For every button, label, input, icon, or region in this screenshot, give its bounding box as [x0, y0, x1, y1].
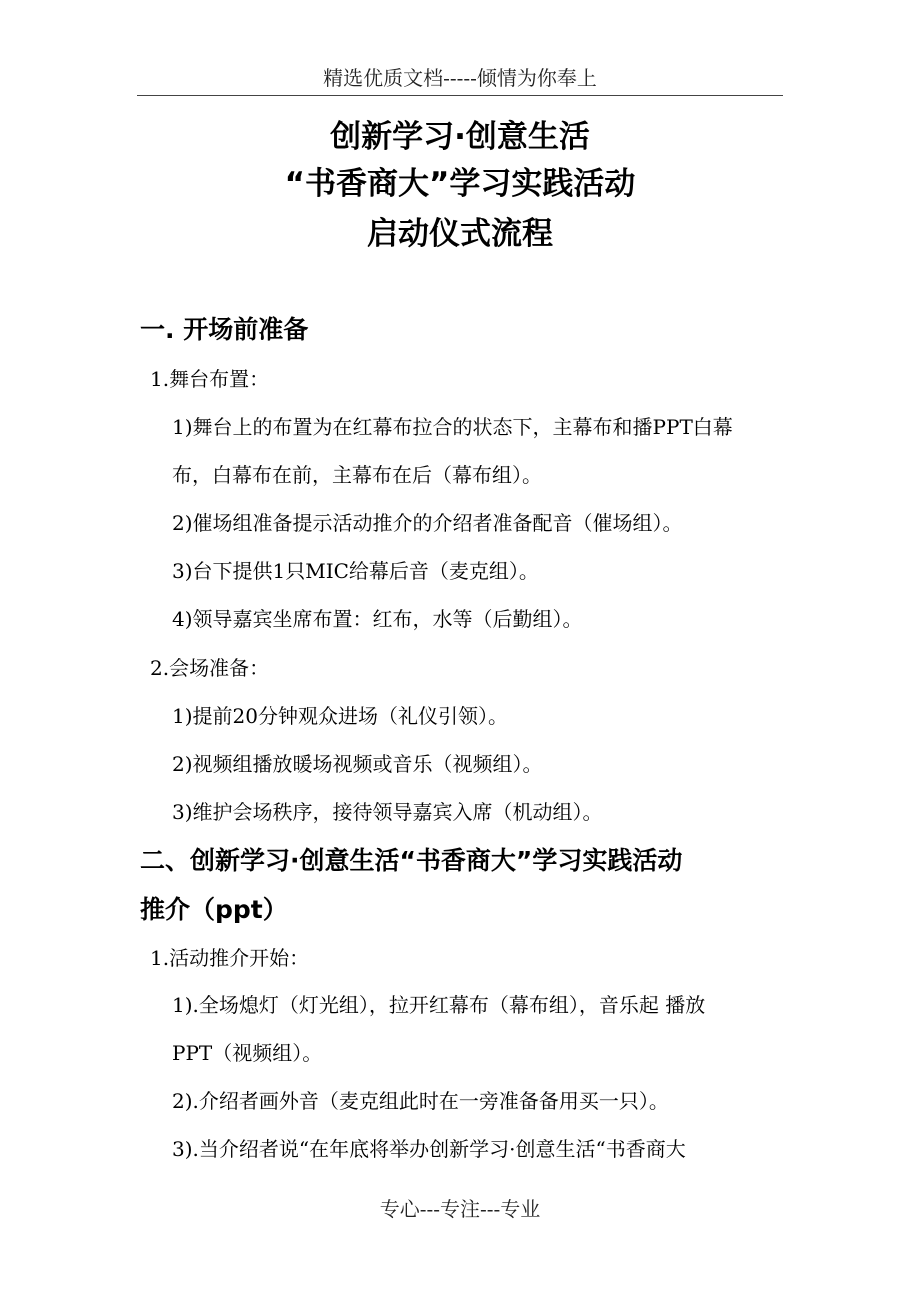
paragraph-line: 4)领导嘉宾坐席布置：红布，水等（后勤组）。 — [172, 607, 583, 631]
subsection-venue-prep: 2.会场准备： — [150, 656, 270, 680]
paragraph-line: 布，白幕布在前，主幕布在后（幕布组）。 — [172, 463, 542, 487]
title-line-1: 创新学习·创意生活 — [330, 119, 590, 155]
paragraph-line: PPT（视频组）。 — [172, 1041, 323, 1065]
paragraph-line: 2).介绍者画外音（麦克组此时在一旁准备备用买一只）。 — [172, 1089, 669, 1113]
paragraph-line: 3)维护会场秩序，接待领导嘉宾入席（机动组）。 — [172, 800, 603, 824]
section-1-heading: 一. 开场前准备 — [140, 315, 309, 344]
section-2-heading-continued: 推介（ppt） — [140, 895, 288, 924]
paragraph-line: 3)台下提供1只MIC给幕后音（麦克组）。 — [172, 559, 539, 583]
paragraph-line: 1)舞台上的布置为在红幕布拉合的状态下，主幕布和播PPT白幕 — [172, 415, 733, 439]
paragraph-line: 3).当介绍者说“在年底将举办创新学习·创意生活“书香商大 — [172, 1137, 686, 1161]
paragraph-line: 1)提前20分钟观众进场（礼仪引领）。 — [172, 704, 508, 728]
title-line-2: “书香商大”学习实践活动 — [284, 166, 636, 202]
paragraph-line: 1).全场熄灯（灯光组），拉开红幕布（幕布组），音乐起 播放 — [172, 993, 706, 1017]
page-footer: 专心---专注---专业 — [379, 1197, 541, 1221]
section-2-heading: 二、创新学习·创意生活“书香商大”学习实践活动 — [140, 846, 683, 875]
subsection-stage-setup: 1.舞台布置： — [150, 367, 270, 391]
subsection-activity-start: 1.活动推介开始： — [150, 946, 310, 970]
paragraph-line: 2)催场组准备提示活动推介的介绍者准备配音（催场组）。 — [172, 511, 683, 535]
header-divider — [137, 95, 783, 96]
paragraph-line: 2)视频组播放暖场视频或音乐（视频组）。 — [172, 752, 543, 776]
title-line-3: 启动仪式流程 — [367, 216, 553, 252]
page-header: 精选优质文档-----倾情为你奉上 — [323, 66, 597, 90]
